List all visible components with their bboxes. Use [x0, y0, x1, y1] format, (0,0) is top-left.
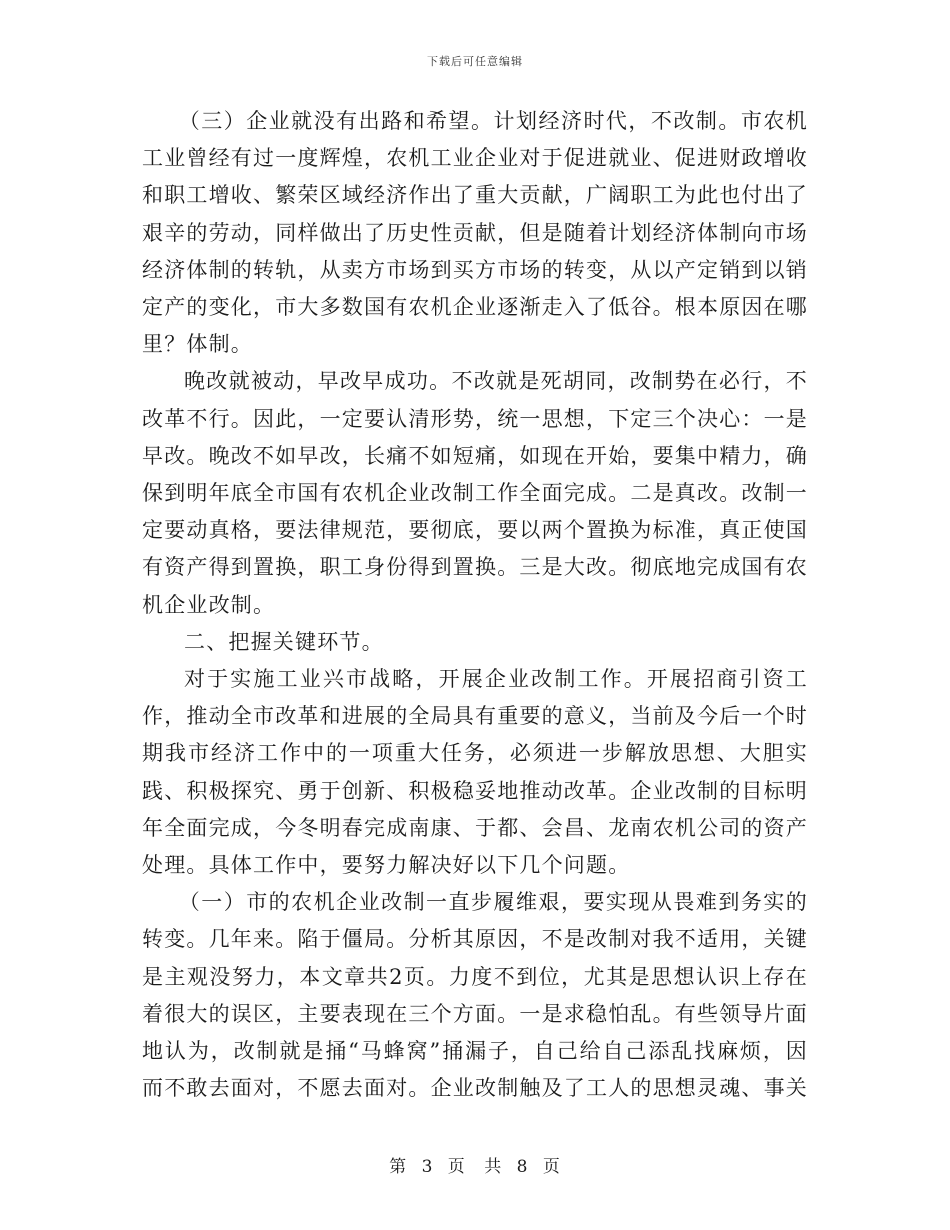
page-footer	[0, 1152, 950, 1177]
footer-di: 第	[389, 1157, 408, 1177]
page-header-note: 下载后可任意编辑	[427, 55, 523, 68]
paragraph-section-one: （一）市的农机企业改制一直步履维艰，要实现从畏难到务实的转变。几年来。陷于僵局。分析其原因，不是改制对我不适用，关键是主观没努力，本文章共2页。力度不到位，尤其是思想认识上存在着很大的误区，主要表现在三个方面。一是求稳怕乱。有些领导片面地认为，改制就是捅“马蜂窝”捅漏子，自己给自己添乱找麻烦，因而不敢去面对，不愿去面对。企业改制触及了工人的思想灵魂、事关	[142, 890, 808, 1101]
section-heading-key-links: 二、把握关键环节。	[184, 629, 384, 654]
footer-ye-end: 页	[542, 1157, 561, 1177]
footer-total-pages: 8	[516, 1157, 529, 1177]
footer-page-number: 3	[421, 1157, 434, 1177]
paragraph-industrial-strategy: 对于实施工业兴市战略，开展企业改制工作。开展招商引资工作，推动全市改革和进展的全局具有重要的意义，当前及今后一个时期我市经济工作中的一项重大任务，必须进一步解放思想、大胆实践、积极探究、勇于创新、积极稳妥地推动改革。企业改制的目标明年全面完成，今冬明春完成南康、于都、会昌、龙南农机公司的资产处理。具体工作中，要努力解决好以下几个问题。	[142, 667, 808, 878]
footer-gong: 共	[484, 1157, 503, 1177]
paragraph-section-three: （三）企业就没有出路和希望。计划经济时代，不改制。市农机工业曾经有过一度辉煌，农机工业企业对于促进就业、促进财政增收和职工增收、繁荣区域经济作出了重大贡献，广阔职工为此也付出了艰辛的劳动，同样做出了历史性贡献，但是随着计划经济体制向市场经济体制的转轨，从卖方市场到买方市场的转变，从以产定销到以销定产的变化，市大多数国有农机企业逐渐走入了低谷。根本原因在哪里？体制。	[142, 109, 808, 357]
paragraph-reform-early: 晚改就被动，早改早成功。不改就是死胡同，改制势在必行，不改革不行。因此，一定要认清形势，统一思想，下定三个决心：一是早改。晚改不如早改，长痛不如短痛，如现在开始，要集中精力，确保到明年底全市国有农机企业改制工作全面完成。二是真改。改制一定要动真格，要法律规范，要彻底，要以两个置换为标准，真正使国有资产得到置换，职工身份得到置换。三是大改。彻底地完成国有农机企业改制。	[142, 369, 808, 617]
document-body	[142, 103, 808, 1107]
footer-ye: 页	[447, 1157, 466, 1177]
